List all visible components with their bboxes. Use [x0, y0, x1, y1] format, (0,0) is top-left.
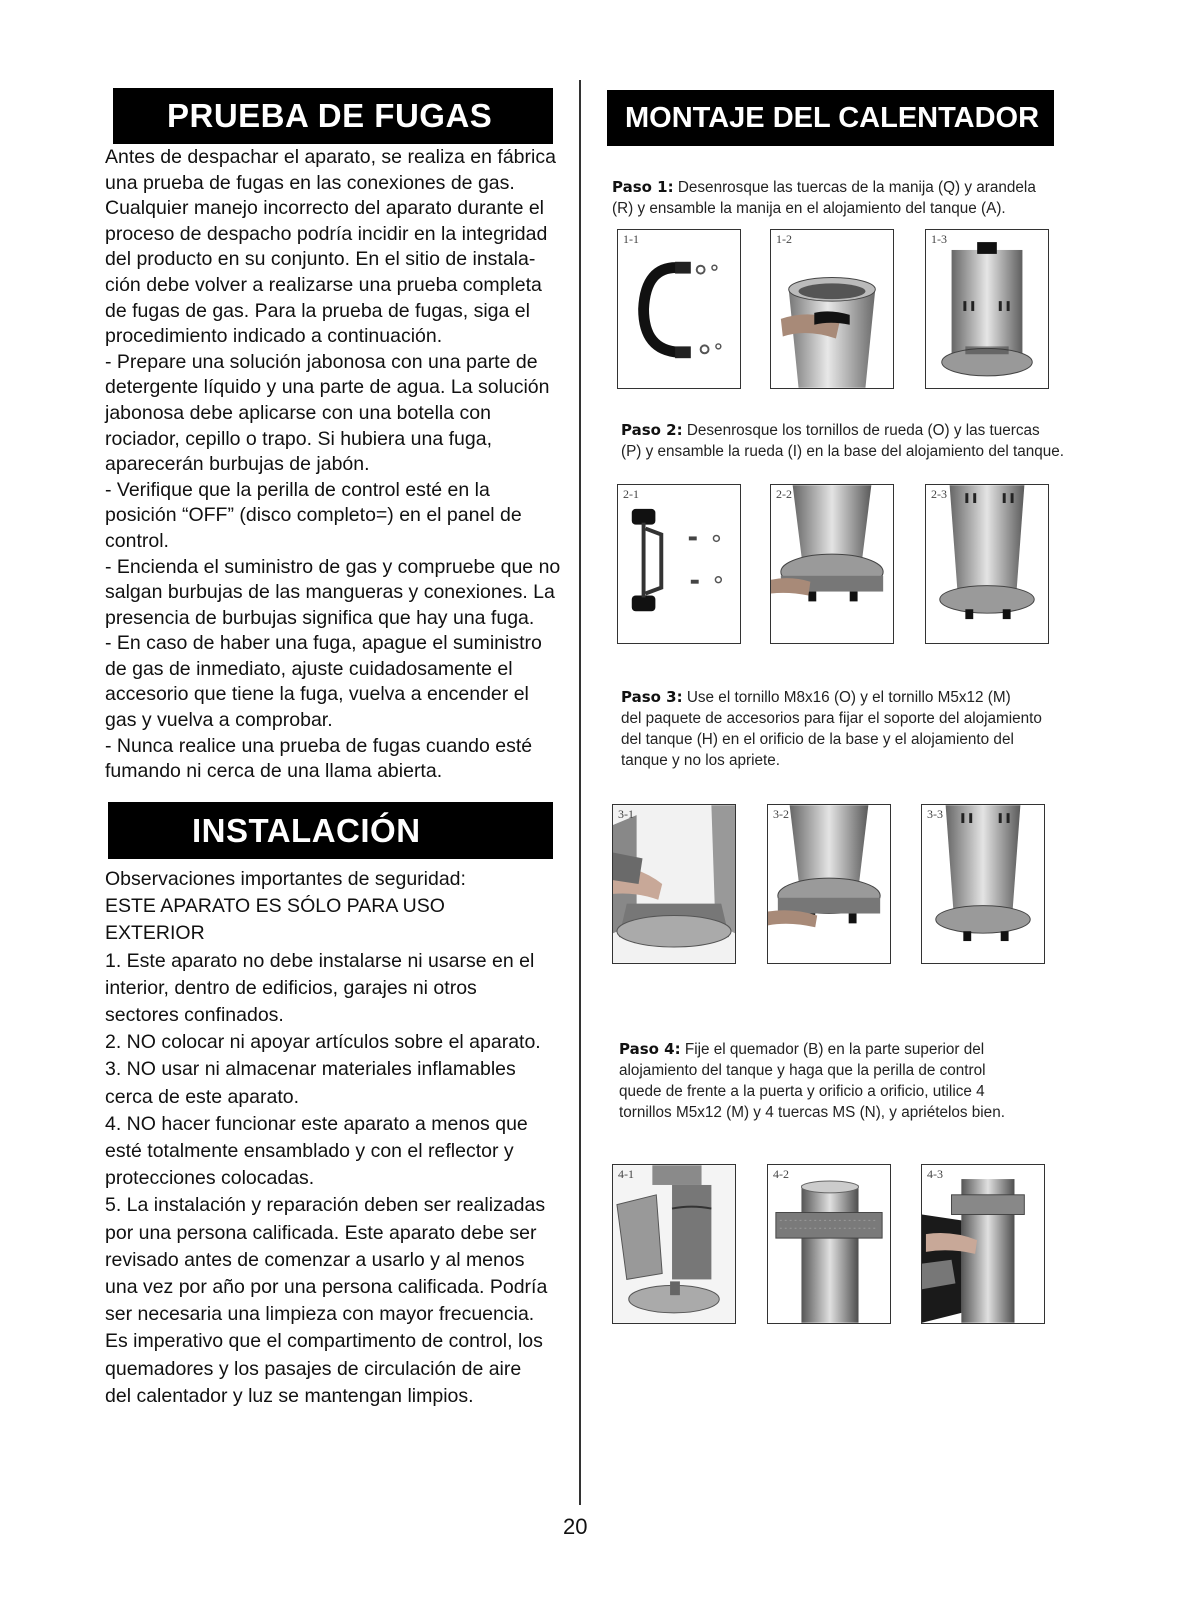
- photo-2-2: [770, 484, 894, 644]
- photo-label: 3-3: [927, 807, 943, 821]
- step-label: Paso 3:: [621, 688, 683, 706]
- photo-1-3: [925, 229, 1049, 389]
- text-line: - Verifique que la perilla de control esté en la: [105, 478, 490, 501]
- text-line: interior, dentro de edificios, garajes ni otros: [105, 976, 477, 999]
- installation-heading: INSTALACIÓN: [108, 802, 553, 859]
- text-line: - Encienda el suministro de gas y compruebe que no: [105, 555, 561, 578]
- bracket-fixing-photo: [613, 805, 735, 963]
- step-2-text: [621, 420, 1121, 462]
- photo-label: 2-2: [776, 487, 792, 501]
- text-line: detergente líquido y una parte de agua. La solución: [105, 376, 550, 399]
- text-line: una vez por año por una persona calificada. Podría: [105, 1276, 548, 1299]
- photo-1-2: [770, 229, 894, 389]
- photo-2-1: [617, 484, 741, 644]
- photo-label: 2-1: [623, 487, 639, 501]
- text-line: Es imperativo que el compartimento de control, los: [105, 1330, 543, 1353]
- text-line: posición “OFF” (disco completo=) en el panel de: [105, 504, 522, 527]
- tank-on-base-photo: [922, 805, 1044, 963]
- text-line: Fije el quemador (B) en la parte superior del: [684, 1041, 985, 1058]
- text-line: - Nunca realice una prueba de fugas cuando esté: [105, 734, 533, 757]
- text-line: Use el tornillo M8x16 (O) y el tornillo M5x12 (M): [686, 689, 1011, 706]
- text-line: 2. NO colocar ni apoyar artículos sobre el aparato.: [105, 1031, 541, 1054]
- text-line: 1. Este aparato no debe instalarse ni usarse en el: [105, 949, 535, 972]
- text-line: ESTE APARATO ES SÓLO PARA USO: [105, 895, 445, 918]
- text-line: (R) y ensamble la manija en el alojamiento del tanque (A).: [612, 200, 1006, 217]
- page-number: 20: [563, 1514, 588, 1539]
- step-4-text: [619, 1039, 1089, 1123]
- text-line: Observaciones importantes de seguridad:: [105, 868, 466, 890]
- tank-base-wheel-photo: [771, 485, 893, 643]
- text-line: fumando ni cerca de una llama abierta.: [105, 760, 443, 783]
- text-line: ser necesaria una limpieza con mayor frecuencia.: [105, 1303, 535, 1326]
- photo-1-1: [617, 229, 741, 389]
- text-line: esté totalmente ensamblado y con el reflector y: [105, 1140, 514, 1163]
- leak-test-heading: PRUEBA DE FUGAS: [113, 88, 553, 144]
- text-line: EXTERIOR: [105, 922, 205, 945]
- text-line: alojamiento del tanque y haga que la perilla de control: [619, 1062, 986, 1079]
- text-line: tanque y no los apriete.: [621, 752, 781, 769]
- text-line: (P) y ensamble la rueda (I) en la base del alojamiento del tanque.: [621, 443, 1065, 460]
- text-line: gas y vuelva a comprobar.: [105, 709, 333, 732]
- text-line: del calentador y luz se mantengan limpios.: [105, 1384, 474, 1407]
- photo-label: 3-2: [773, 807, 789, 821]
- text-line: accesorio que tiene la fuga, vuelva a encender el: [105, 683, 529, 706]
- photo-label: 2-3: [931, 487, 947, 501]
- text-line: procedimiento indicado a continuación.: [105, 325, 443, 348]
- tank-assembled-wheels-photo: [926, 485, 1048, 643]
- installation-text: [105, 866, 575, 1410]
- wheel-parts-illustration: [618, 485, 740, 643]
- assembly-heading: MONTAJE DEL CALENTADOR: [607, 90, 1054, 146]
- text-line: protecciones colocadas.: [105, 1167, 315, 1190]
- text-line: 4. NO hacer funcionar este aparato a menos que: [105, 1112, 528, 1135]
- photo-label: 4-1: [618, 1167, 634, 1181]
- step-3-text: [621, 687, 1111, 771]
- text-line: por una persona calificada. Este aparato debe ser: [105, 1221, 537, 1244]
- step-label: Paso 2:: [621, 421, 683, 439]
- photo-3-1: [612, 804, 736, 964]
- handle-parts-illustration: [618, 230, 740, 388]
- text-line: 3. NO usar ni almacenar materiales inflamables: [105, 1058, 516, 1081]
- photo-label: 1-3: [931, 232, 947, 246]
- photo-label: 4-2: [773, 1167, 789, 1181]
- text-line: aparecerán burbujas de jabón.: [105, 453, 370, 476]
- column-divider: [579, 80, 581, 1505]
- text-line: control.: [105, 529, 169, 552]
- text-line: 5. La instalación y reparación deben ser realizadas: [105, 1194, 546, 1217]
- text-line: Desenrosque las tuercas de la manija (Q) y arandela: [677, 179, 1036, 196]
- photo-label: 4-3: [927, 1167, 943, 1181]
- text-line: sectores confinados.: [105, 1004, 284, 1027]
- photo-4-2: [767, 1164, 891, 1324]
- text-line: del producto en su conjunto. En el sitio de instala-: [105, 248, 536, 271]
- step-1-text: [612, 177, 1132, 219]
- photo-label: 1-1: [623, 232, 639, 246]
- tank-housing-photo: [771, 230, 893, 388]
- burner-mount-photo: [613, 1165, 735, 1323]
- text-line: salgan burbujas de las mangueras y conexiones. La: [105, 581, 555, 604]
- text-line: de gas de inmediato, ajuste cuidadosamente el: [105, 657, 513, 680]
- text-line: cerca de este aparato.: [105, 1085, 300, 1108]
- text-line: - En caso de haber una fuga, apague el suministro: [105, 632, 542, 655]
- text-line: Desenrosque los tornillos de rueda (O) y las tuercas: [686, 422, 1040, 439]
- text-line: rociador, cepillo o trapo. Si hubiera una fuga,: [105, 427, 493, 450]
- burner-tightening-photo: [922, 1165, 1044, 1323]
- burner-top-photo: [768, 1165, 890, 1323]
- text-line: revisado antes de comenzar a usarlo y al menos: [105, 1248, 525, 1271]
- text-line: una prueba de fugas en las conexiones de gas.: [105, 171, 515, 194]
- text-line: jabonosa debe aplicarse con una botella con: [105, 401, 491, 424]
- text-line: del tanque (H) en el orificio de la base y el alojamiento del: [621, 731, 1014, 748]
- leak-test-text: [105, 145, 575, 785]
- photo-4-1: [612, 1164, 736, 1324]
- photo-label: 3-1: [618, 807, 634, 821]
- base-screw-photo: [768, 805, 890, 963]
- text-line: ción debe volver a realizarse una prueba completa: [105, 273, 542, 296]
- photo-3-3: [921, 804, 1045, 964]
- text-line: proceso de despacho podría incidir en la integridad: [105, 222, 548, 245]
- step-label: Paso 1:: [612, 178, 674, 196]
- text-line: del paquete de accesorios para fijar el soporte del alojamiento: [621, 710, 1042, 727]
- text-line: quemadores y los pasajes de circulación de aire: [105, 1357, 522, 1380]
- text-line: tornillos M5x12 (M) y 4 tuercas MS (N), y apriételos bien.: [619, 1104, 1005, 1121]
- photo-2-3: [925, 484, 1049, 644]
- text-line: Antes de despachar el aparato, se realiza en fábrica: [105, 146, 556, 168]
- text-line: Cualquier manejo incorrecto del aparato durante el: [105, 197, 545, 220]
- text-line: de fugas de gas. Para la prueba de fugas, siga el: [105, 299, 530, 322]
- tank-with-handle-photo: [926, 230, 1048, 388]
- photo-3-2: [767, 804, 891, 964]
- text-line: - Prepare una solución jabonosa con una parte de: [105, 350, 538, 373]
- text-line: quede de frente a la puerta y orificio a orificio, utilice 4: [619, 1083, 985, 1100]
- text-line: presencia de burbujas significa que hay una fuga.: [105, 606, 535, 629]
- photo-label: 1-2: [776, 232, 792, 246]
- photo-4-3: [921, 1164, 1045, 1324]
- step-label: Paso 4:: [619, 1040, 681, 1058]
